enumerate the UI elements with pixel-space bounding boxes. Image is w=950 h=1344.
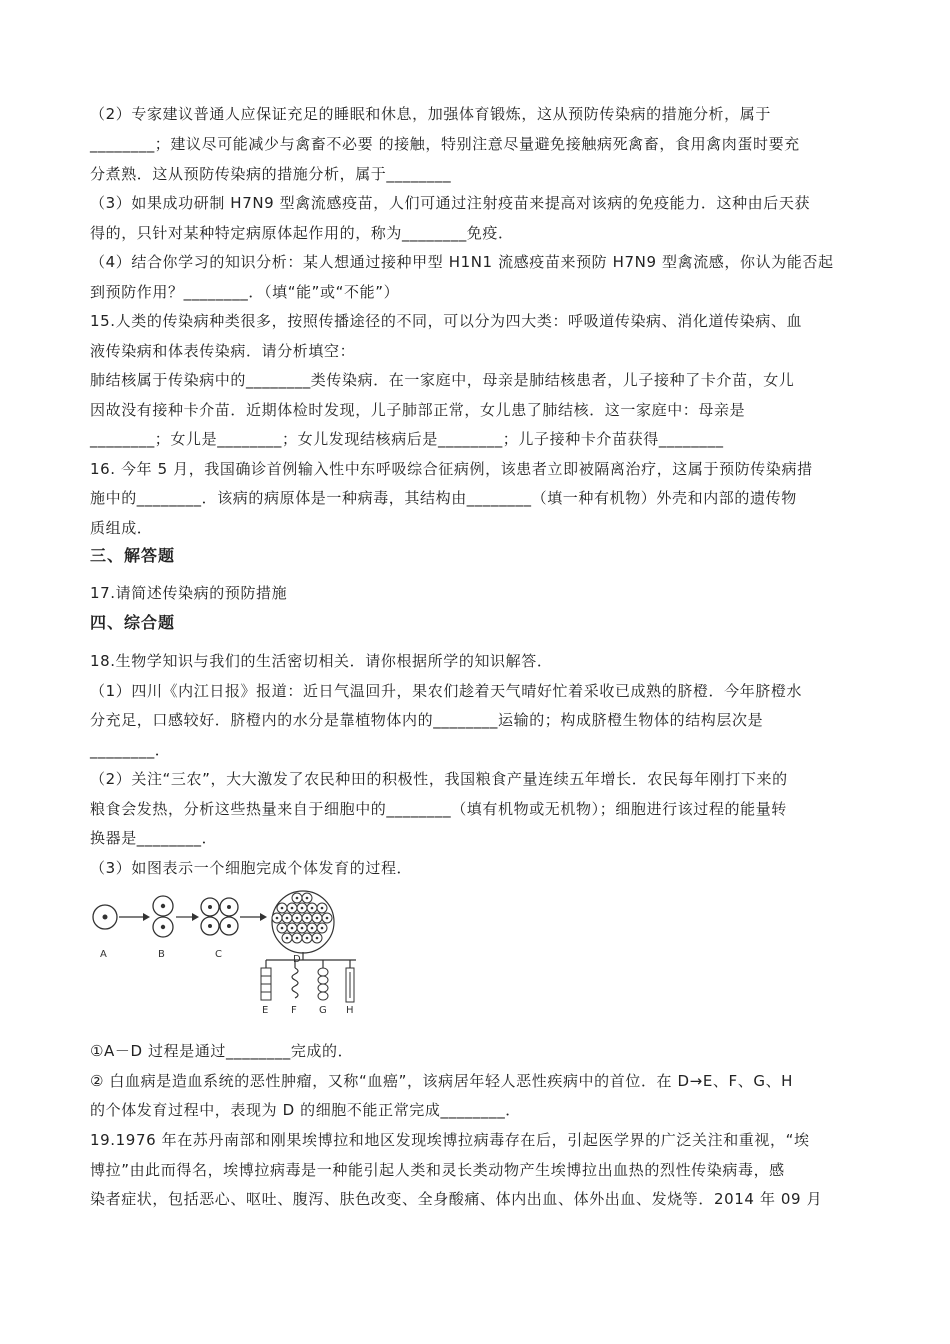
q16-line3: 质组成． [90,519,153,537]
q14-part2-line2: ________；建议尽可能减少与禽畜不必要 的接触，特别注意尽量避免接触病死禽畜，食用禽肉蛋时要充 [90,135,800,153]
q15-line5: ________；女儿是________；女儿发现结核病后是________；儿子接种卡介苗获得________ [90,430,724,448]
tissue-g-icon [318,968,328,1000]
q19-line2: 博拉”由此而得名，埃博拉病毒是一种能引起人类和灵长类动物产生埃博拉出血热的烈性传染病毒，感 [90,1161,785,1179]
q16-line2: 施中的________．该病的病原体是一种病毒，其结构由________（填一种有机物）外壳和内部的遗传物 [90,489,797,507]
q16-line1: 16. 今年 5 月，我国确诊首例输入性中东呼吸综合征病例，该患者立即被隔离治疗，这属于预防传染病措 [90,460,813,478]
q15-line1: 15.人类的传染病种类很多，按照传播途径的不同，可以分为四大类：呼吸道传染病、消化道传染病、血 [90,312,803,330]
differentiation-branches-icon [266,952,356,968]
q18-part3-line2: ①A－D 过程是通过________完成的． [90,1042,354,1060]
q18-part1-line1: （1）四川《内江日报》报道：近日气温回升，果农们趁着天气晴好忙着采收已成熟的脐橙．今年脐橙水 [90,682,803,700]
q14-part2-line3: 分煮熟．这从预防传染病的措施分析，属于________ [90,165,452,183]
tissue-f-icon [292,968,298,998]
q18-part2-line3: 换器是________． [90,829,218,847]
cell-b-icon [153,896,173,937]
tissue-e-icon [261,968,271,1000]
cell-c-icon [201,898,238,935]
arrow-b-c-icon [176,913,199,921]
figure-label-f: F [291,1005,297,1016]
q18-part3-line4: 的个体发育过程中，表现为 D 的细胞不能正常完成________． [90,1101,521,1119]
figure-label-c: C [215,949,222,960]
q15-line2: 液传染病和体表传染病．请分析填空： [90,342,356,360]
figure-label-d: D [293,954,301,965]
q14-part3-line2: 得的，只针对某种特定病原体起作用的，称为________免疫． [90,224,514,242]
q15-line3: 肺结核属于传染病中的________类传染病．在一家庭中，母亲是肺结核患者，儿子接种了卡介苗，女儿 [90,371,795,389]
q18-part2-line1: （2）关注“三农”，大大激发了农民种田的积极性，我国粮食产量连续五年增长．农民每年刚打下来的 [90,770,788,788]
section-heading-4: 四、综合题 [90,613,176,632]
arrow-c-d-icon [240,913,267,921]
q14-part4-line1: （4）结合你学习的知识分析：某人想通过接种甲型 H1N1 流感疫苗来预防 H7N9 型禽流感，你认为能否起 [90,253,834,271]
figure-label-e: E [262,1005,269,1016]
cell-development-figure [88,880,378,1035]
q14-part2-line1: （2）专家建议普通人应保证充足的睡眠和休息，加强体育锻炼，这从预防传染病的措施分析，属于 [90,105,771,123]
cell-a-icon [93,905,117,929]
figure-label-h: H [346,1005,354,1016]
q18-part3-line3: ② 白血病是造血系统的恶性肿瘤，又称“血癌”，该病居年轻人恶性疾病中的首位．在 D→E、F、G、H [90,1072,794,1090]
q19-line3: 染者症状，包括恶心、呕吐、腹泻、肤色改变、全身酸痛、体内出血、体外出血、发烧等．2014 年 09 月 [90,1190,823,1208]
q14-part4-line2: 到预防作用？________．（填“能”或“不能”） [90,283,400,301]
q19-line1: 19.1976 年在苏丹南部和刚果埃博拉和地区发现埃博拉病毒存在后，引起医学界的广泛关注和重视，“埃 [90,1131,810,1149]
tissue-h-icon [346,968,354,1002]
q15-line4: 因故没有接种卡介苗．近期体检时发现，儿子肺部正常，女儿患了肺结核．这一家庭中：母亲是 [90,401,746,419]
q18-part1-line3: ________． [90,741,171,759]
q17-line1: 17.请简述传染病的预防措施 [90,584,288,602]
q18-part1-line2: 分充足，口感较好．脐橙内的水分是靠植物体内的________运输的；构成脐橙生物体的结构层次是 [90,711,764,729]
figure-label-g: G [319,1005,327,1016]
arrow-a-b-icon [119,913,150,921]
q14-part3-line1: （3）如果成功研制 H7N9 型禽流感疫苗，人们可通过注射疫苗来提高对该病的免疫能力．这种由后天获 [90,194,811,212]
figure-label-a: A [100,949,107,960]
q18-part2-line2: 粮食会发热，分析这些热量来自于细胞中的________（填有机物或无机物）；细胞进行该过程的能量转 [90,800,787,818]
q18-part3-line1: （3）如图表示一个细胞完成个体发育的过程． [90,859,413,877]
figure-label-b: B [158,949,165,960]
q18-line1: 18.生物学知识与我们的生活密切相关．请你根据所学的知识解答． [90,652,553,670]
section-heading-3: 三、解答题 [90,546,176,565]
cell-d-cluster-icon [272,891,334,953]
